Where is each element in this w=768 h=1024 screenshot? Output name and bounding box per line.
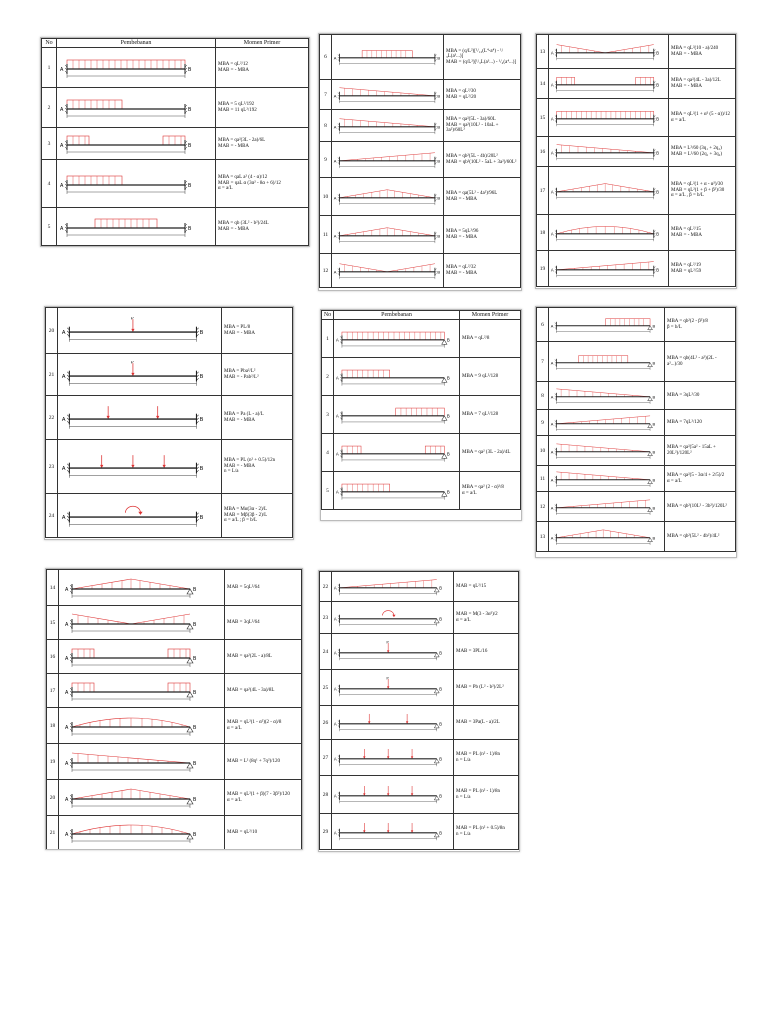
- moment-formula: MBA = qL²/30 MAB = qL²/20: [444, 80, 521, 110]
- moment-formula: MBA = 3qL²/30: [665, 382, 736, 410]
- row-number: 10: [320, 178, 332, 216]
- moment-formula: MBA = Pa (L - a)/L MAB = - MBA: [222, 396, 293, 440]
- row-number: 11: [320, 216, 332, 254]
- row-number: 4: [322, 434, 334, 472]
- table-row: [42, 160, 309, 208]
- moment-formula: MAB = qL²/10: [225, 816, 302, 850]
- row-number: 7: [537, 342, 549, 382]
- moment-formula: MBA = qa² (2 - α)²/8 α = a/L: [460, 472, 521, 510]
- row-number: 9: [537, 410, 549, 436]
- beam-diagram: [59, 780, 225, 816]
- beam-diagram: [59, 640, 225, 674]
- moment-formula: MAB = PL (n² - 1)/8n n = L/a: [454, 740, 519, 776]
- moment-formula: MAB = PL (n² + 0.5)/8n n = L/a: [454, 814, 519, 850]
- beam-diagram: [549, 492, 665, 522]
- moment-formula: MAB = qa²(4L - 3a)/8L: [225, 674, 302, 708]
- beam-diagram: [549, 342, 665, 382]
- table-row: [47, 744, 302, 780]
- table-row: [537, 35, 736, 69]
- beam-diagram: [549, 436, 665, 466]
- moment-formula: MAB = qa²(2L - a)/8L: [225, 640, 302, 674]
- row-number: 29: [320, 814, 332, 850]
- row-number: 28: [320, 776, 332, 814]
- moment-formula: MBA = qa² (3L - 2a)/4L: [460, 434, 521, 472]
- header-loading: Pembebanan: [334, 311, 460, 320]
- beam-diagram: [332, 602, 454, 634]
- table-row: [322, 358, 521, 396]
- moment-table-2: [319, 34, 521, 288]
- moment-formula: MAB = qL²(1 - α²)(2 - α)/8 α = a/L: [225, 708, 302, 744]
- row-number: 24: [320, 634, 332, 670]
- moment-formula: MBA = qaL a² (4 - α)/12 MAB = qaL α (3α² - 8α + 6)/12 α = a/L: [216, 160, 309, 208]
- beam-diagram: [334, 472, 460, 510]
- table-row: [320, 35, 521, 80]
- moment-formula: MBA = qa²(5 - 3α/4 + 2/5)/2 α = a/L: [665, 466, 736, 492]
- table-row: [47, 640, 302, 674]
- table-row: [47, 708, 302, 744]
- beam-diagram: [59, 570, 225, 606]
- beam-diagram: [549, 251, 669, 287]
- beam-diagram: [549, 137, 669, 167]
- table-row: [320, 602, 519, 634]
- table-row: [320, 634, 519, 670]
- table-row: [47, 570, 302, 606]
- row-number: 13: [537, 35, 549, 69]
- moment-table-3: [536, 34, 736, 287]
- table-row: [537, 492, 736, 522]
- moment-formula: MBA = PL (n² + 0.5)/12n MAB = - MBA n = L/a: [222, 440, 293, 494]
- beam-diagram: [59, 744, 225, 780]
- table-header: [42, 39, 309, 48]
- moment-formula: MBA = qL²(1 + α - α²)/30 MAB = qL²(1 + β + β²)/30 α = a/L , β = b/L: [669, 167, 736, 215]
- row-number: 10: [537, 436, 549, 466]
- moment-formula: MAB = 5qL²/64: [225, 570, 302, 606]
- row-number: 2: [322, 358, 334, 396]
- row-number: 8: [537, 382, 549, 410]
- row-number: 12: [320, 254, 332, 288]
- beam-diagram: [59, 708, 225, 744]
- beam-diagram: [334, 320, 460, 358]
- beam-diagram: [549, 466, 665, 492]
- moment-formula: MBA = qL²(1 + α² (5 - α))/12 α = a/L: [669, 99, 736, 137]
- moment-table-5: [321, 310, 521, 510]
- row-number: 17: [47, 674, 59, 708]
- row-number: 20: [46, 308, 58, 354]
- moment-formula: MBA = qL²/8: [460, 320, 521, 358]
- beam-diagram: [334, 434, 460, 472]
- row-number: 25: [320, 670, 332, 706]
- row-number: 8: [320, 110, 332, 142]
- row-number: 6: [320, 35, 332, 80]
- beam-diagram: [57, 160, 216, 208]
- header-loading: Pembebanan: [57, 39, 216, 48]
- table-row: [322, 472, 521, 510]
- beam-diagram: [332, 80, 444, 110]
- row-number: 18: [47, 708, 59, 744]
- table-row: [322, 434, 521, 472]
- table-row: [47, 816, 302, 850]
- table-row: [320, 706, 519, 740]
- beam-diagram: [57, 48, 216, 88]
- row-number: 24: [46, 494, 58, 538]
- row-number: 13: [537, 522, 549, 552]
- table-row: [42, 88, 309, 128]
- moment-formula: MAB = qL²(1 + β)(7 - 3β²)/120 α = a/L: [225, 780, 302, 816]
- beam-diagram: [332, 670, 454, 706]
- row-number: 22: [320, 572, 332, 602]
- beam-diagram: [58, 440, 222, 494]
- table-row: [537, 436, 736, 466]
- moment-formula: MBA = qb(4L² - a²)(2L - a²...)/30: [665, 342, 736, 382]
- beam-diagram: [332, 706, 454, 740]
- table-row: [46, 396, 293, 440]
- panel-fixed-roller-distributed: [320, 309, 522, 521]
- beam-diagram: [332, 35, 444, 80]
- table-row: [320, 142, 521, 178]
- row-number: 23: [320, 602, 332, 634]
- moment-formula: MBA = 9 qL²/128: [460, 358, 521, 396]
- panel-fixed-fixed-point-loads: [44, 306, 294, 540]
- beam-diagram: [549, 522, 665, 552]
- table-row: [320, 178, 521, 216]
- moment-formula: MAB = M(3 - 3α²)/2 α = a/L: [454, 602, 519, 634]
- beam-diagram: [59, 606, 225, 640]
- row-number: 18: [537, 215, 549, 251]
- moment-formula: MBA = Pba²/L² MAB = - Pab²/L²: [222, 354, 293, 396]
- table-row: [46, 308, 293, 354]
- table-row: [320, 814, 519, 850]
- row-number: 15: [537, 99, 549, 137]
- table-row: [47, 606, 302, 640]
- header-no: No: [42, 39, 57, 48]
- moment-formula: MBA = qa²(5L - 3a)/60L MAB = qa²(10L² - 10aL + 3a²)/60L²: [444, 110, 521, 142]
- row-number: 3: [42, 128, 57, 160]
- table-row: [320, 216, 521, 254]
- moment-formula: MBA = qb²(10L² - 3b²)/120L²: [665, 492, 736, 522]
- panel-fixed-roller-point-loads: [318, 570, 520, 852]
- table-row: [320, 740, 519, 776]
- table-row: [320, 776, 519, 814]
- row-number: 17: [537, 167, 549, 215]
- moment-formula: MBA = qa²(4L - 3a)/12L MAB = - MBA: [669, 69, 736, 99]
- header-moment: Momen Primer: [460, 311, 521, 320]
- row-number: 19: [537, 251, 549, 287]
- beam-diagram: [332, 216, 444, 254]
- row-number: 14: [47, 570, 59, 606]
- beam-diagram: [58, 494, 222, 538]
- moment-formula: MAB = qL²/15: [454, 572, 519, 602]
- moment-formula: MBA = PL/8 MAB = - MBA: [222, 308, 293, 354]
- panel-fixed-roller-varying-2: [45, 568, 303, 850]
- beam-diagram: [332, 634, 454, 670]
- table-row: [322, 396, 521, 434]
- beam-diagram: [549, 410, 665, 436]
- beam-diagram: [332, 254, 444, 288]
- row-number: 19: [47, 744, 59, 780]
- header-no: No: [322, 311, 334, 320]
- beam-diagram: [332, 740, 454, 776]
- table-row: [537, 137, 736, 167]
- row-number: 5: [42, 208, 57, 246]
- table-row: [537, 466, 736, 492]
- moment-table-6: [536, 307, 736, 552]
- row-number: 22: [46, 396, 58, 440]
- row-number: 14: [537, 69, 549, 99]
- row-number: 9: [320, 142, 332, 178]
- moment-table-4: [45, 307, 293, 538]
- table-header: [322, 311, 521, 320]
- row-number: 21: [46, 354, 58, 396]
- row-number: 5: [322, 472, 334, 510]
- row-number: 16: [47, 640, 59, 674]
- beam-diagram: [549, 167, 669, 215]
- beam-diagram: [57, 88, 216, 128]
- table-row: [320, 572, 519, 602]
- moment-formula: MAB = L² (8q¹ + 7q²)/120: [225, 744, 302, 780]
- beam-diagram: [58, 354, 222, 396]
- table-row: [537, 308, 736, 342]
- moment-formula: MBA = qL²/32 MAB = - MBA: [444, 254, 521, 288]
- moment-formula: MAB = 3PL/16: [454, 634, 519, 670]
- row-number: 21: [47, 816, 59, 850]
- moment-formula: MBA = L²/60 (3q₁ + 2q₂) MAB = L²/60 (2q₁ + 3q₂): [669, 137, 736, 167]
- row-number: 15: [47, 606, 59, 640]
- row-number: 2: [42, 88, 57, 128]
- table-row: [46, 354, 293, 396]
- moment-formula: MAB = 3Pa(L - a)/2L: [454, 706, 519, 740]
- beam-diagram: [549, 382, 665, 410]
- moment-formula: MBA = qb (3L² - b²)/24L MAB = - MBA: [216, 208, 309, 246]
- table-row: [537, 410, 736, 436]
- moment-table-8: [319, 571, 519, 850]
- beam-diagram: [549, 35, 669, 69]
- table-row: [320, 670, 519, 706]
- moment-formula: MAB = PL (n² - 1)/8n n = L/a: [454, 776, 519, 814]
- moment-formula: MBA = qa²(5a² - 15aL + 20L²)/120L²: [665, 436, 736, 466]
- row-number: 23: [46, 440, 58, 494]
- row-number: 16: [537, 137, 549, 167]
- moment-formula: MBA = qb²(2 - β²)/8 β = b/L: [665, 308, 736, 342]
- row-number: 6: [537, 308, 549, 342]
- table-row: [46, 440, 293, 494]
- moment-table-7: [46, 569, 302, 850]
- moment-formula: MBA = qL²/19 MAB = qL²/59: [669, 251, 736, 287]
- moment-formula: MBA = 5 qL²/192 MAB = 11 qL²/192: [216, 88, 309, 128]
- moment-formula: MBA = Mα(3α - 2)/L MAB = Mβ(3β - 2)/L α = a/L ; β = b/L: [222, 494, 293, 538]
- moment-table-1: [41, 38, 309, 246]
- row-number: 4: [42, 160, 57, 208]
- moment-formula: MBA = qa²(3L - 2a)/6L MAB = - MBA: [216, 128, 309, 160]
- moment-formula: MBA = qa(5L² - 4a²)/96L MAB = - MBA: [444, 178, 521, 216]
- row-number: 27: [320, 740, 332, 776]
- table-row: [537, 342, 736, 382]
- moment-formula: MBA = (q/L²)[¹/₁₂(L⁴-a⁴) - ¹/₃L(a³...)] MAB = (q/L²)[¹/₃L(a³...) - ¹/₄(a⁴...)]: [444, 35, 521, 80]
- moment-formula: MBA = qL²/15 MAB = - MBA: [669, 215, 736, 251]
- beam-diagram: [332, 110, 444, 142]
- table-row: [42, 48, 309, 88]
- table-row: [537, 167, 736, 215]
- beam-diagram: [332, 776, 454, 814]
- moment-formula: MBA = qL²/12 MAB = - MBA: [216, 48, 309, 88]
- row-number: 3: [322, 396, 334, 434]
- row-number: 26: [320, 706, 332, 740]
- beam-diagram: [332, 142, 444, 178]
- table-row: [537, 215, 736, 251]
- row-number: 11: [537, 466, 549, 492]
- row-number: 1: [42, 48, 57, 88]
- beam-diagram: [332, 178, 444, 216]
- table-row: [320, 110, 521, 142]
- moment-formula: MBA = 7qL²/120: [665, 410, 736, 436]
- beam-diagram: [334, 396, 460, 434]
- beam-diagram: [57, 128, 216, 160]
- table-row: [42, 208, 309, 246]
- beam-diagram: [549, 99, 669, 137]
- table-row: [320, 254, 521, 288]
- panel-fixed-fixed-varying: [318, 33, 522, 291]
- moment-formula: MBA = qL²(10 - a)/240 MAB = - MBA: [669, 35, 736, 69]
- panel-fixed-roller-varying: [535, 306, 737, 558]
- table-row: [537, 382, 736, 410]
- header-moment: Momen Primer: [216, 39, 309, 48]
- table-row: [47, 780, 302, 816]
- beam-diagram: [59, 816, 225, 850]
- row-number: 20: [47, 780, 59, 816]
- beam-diagram: [334, 358, 460, 396]
- table-row: [537, 99, 736, 137]
- beam-diagram: [332, 814, 454, 850]
- moment-formula: MAB = Pb (L² - b²)/2L²: [454, 670, 519, 706]
- moment-formula: MAB = 3qL²/64: [225, 606, 302, 640]
- moment-formula: MBA = 5qL²/96 MAB = - MBA: [444, 216, 521, 254]
- panel-fixed-fixed-distributed: [40, 37, 310, 247]
- beam-diagram: [58, 396, 222, 440]
- row-number: 7: [320, 80, 332, 110]
- table-row: [47, 674, 302, 708]
- moment-formula: MBA = 7 qL²/128: [460, 396, 521, 434]
- row-number: 12: [537, 492, 549, 522]
- moment-formula: MBA = qb²(5L² - 4b²)/4L²: [665, 522, 736, 552]
- table-row: [322, 320, 521, 358]
- table-row: [537, 251, 736, 287]
- beam-diagram: [332, 572, 454, 602]
- row-number: 1: [322, 320, 334, 358]
- beam-diagram: [549, 308, 665, 342]
- table-row: [46, 494, 293, 538]
- beam-diagram: [58, 308, 222, 354]
- beam-diagram: [59, 674, 225, 708]
- panel-fixed-fixed-varying-2: [535, 33, 737, 289]
- moment-formula: MBA = qb²(5L - 4b)/20L² MAB = qb²(10L² - 5aL + 3a²)/60L²: [444, 142, 521, 178]
- beam-diagram: [57, 208, 216, 246]
- table-row: [537, 69, 736, 99]
- table-row: [537, 522, 736, 552]
- beam-diagram: [549, 215, 669, 251]
- table-row: [42, 128, 309, 160]
- beam-diagram: [549, 69, 669, 99]
- table-row: [320, 80, 521, 110]
